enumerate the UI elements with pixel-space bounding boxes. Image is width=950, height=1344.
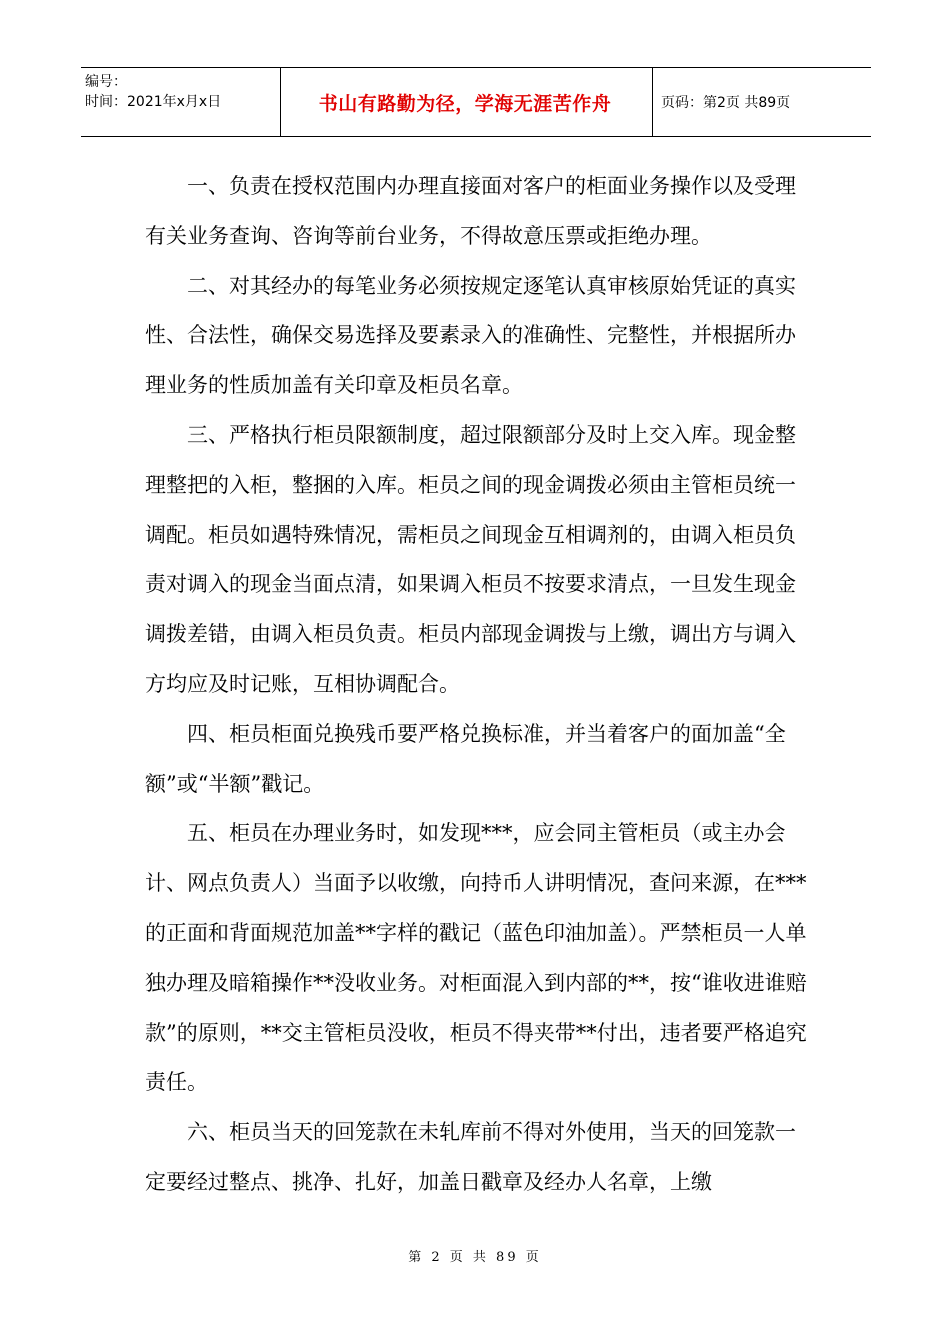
header-meta bbox=[85, 72, 280, 112]
header-page-number: 页码：第2页 共89页 bbox=[661, 95, 791, 111]
paragraph: 五、柜员在办理业务时，如发现***，应会同主管柜员（或主办会计、网点负责人）当面予以收缴，向持币人讲明情况，查问来源，在***的正面和背面规范加盖**字样的戳记（蓝色印油加盖）。严禁柜员一人单独办理及暗箱操作**没收业务。对柜面混入到内部的**，按“谁收进谁赔款”的原则，**交主管柜员没收，柜员不得夹带**付出，违者要严格追究责任。 bbox=[145, 821, 807, 1095]
header-motto: 书山有路勤为径，学海无涯苦作舟 bbox=[318, 92, 612, 115]
paragraph: 二、对其经办的每笔业务必须按规定逐笔认真审核原始凭证的真实性、合法性，确保交易选择及要素录入的准确性、完整性，并根据所办理业务的性质加盖有关印章及柜员名章。 bbox=[145, 273, 796, 398]
paragraph: 一、负责在授权范围内办理直接面对客户的柜面业务操作以及受理有关业务查询、咨询等前台业务，不得故意压票或拒绝办理。 bbox=[145, 174, 796, 248]
header-divider bbox=[652, 68, 653, 136]
paragraph: 四、柜员柜面兑换残币要严格兑换标准，并当着客户的面加盖“全额”或“半额”戳记。 bbox=[145, 721, 786, 796]
document-number: 编号： bbox=[85, 74, 127, 90]
page-header bbox=[81, 67, 871, 137]
page-footer: 第 2 页 共 89 页 bbox=[408, 1250, 542, 1265]
document-body bbox=[145, 162, 807, 1208]
document-date: 时间：2021年x月x日 bbox=[85, 94, 222, 110]
paragraph: 三、严格执行柜员限额制度，超过限额部分及时上交入库。现金整理整把的入柜，整捆的入库。柜员之间的现金调拨必须由主管柜员统一调配。柜员如遇特殊情况，需柜员之间现金互相调剂的，由调入柜员负责对调入的现金当面点清，如果调入柜员不按要求清点，一旦发生现金调拨差错，由调入柜员负责。柜员内部现金调拨与上缴，调出方与调入方均应及时记账，互相协调配合。 bbox=[145, 422, 796, 696]
paragraph: 六、柜员当天的回笼款在未轧库前不得对外使用，当天的回笼款一定要经过整点、挑净、扎好，加盖日戳章及经办人名章，上缴 bbox=[145, 1120, 796, 1194]
